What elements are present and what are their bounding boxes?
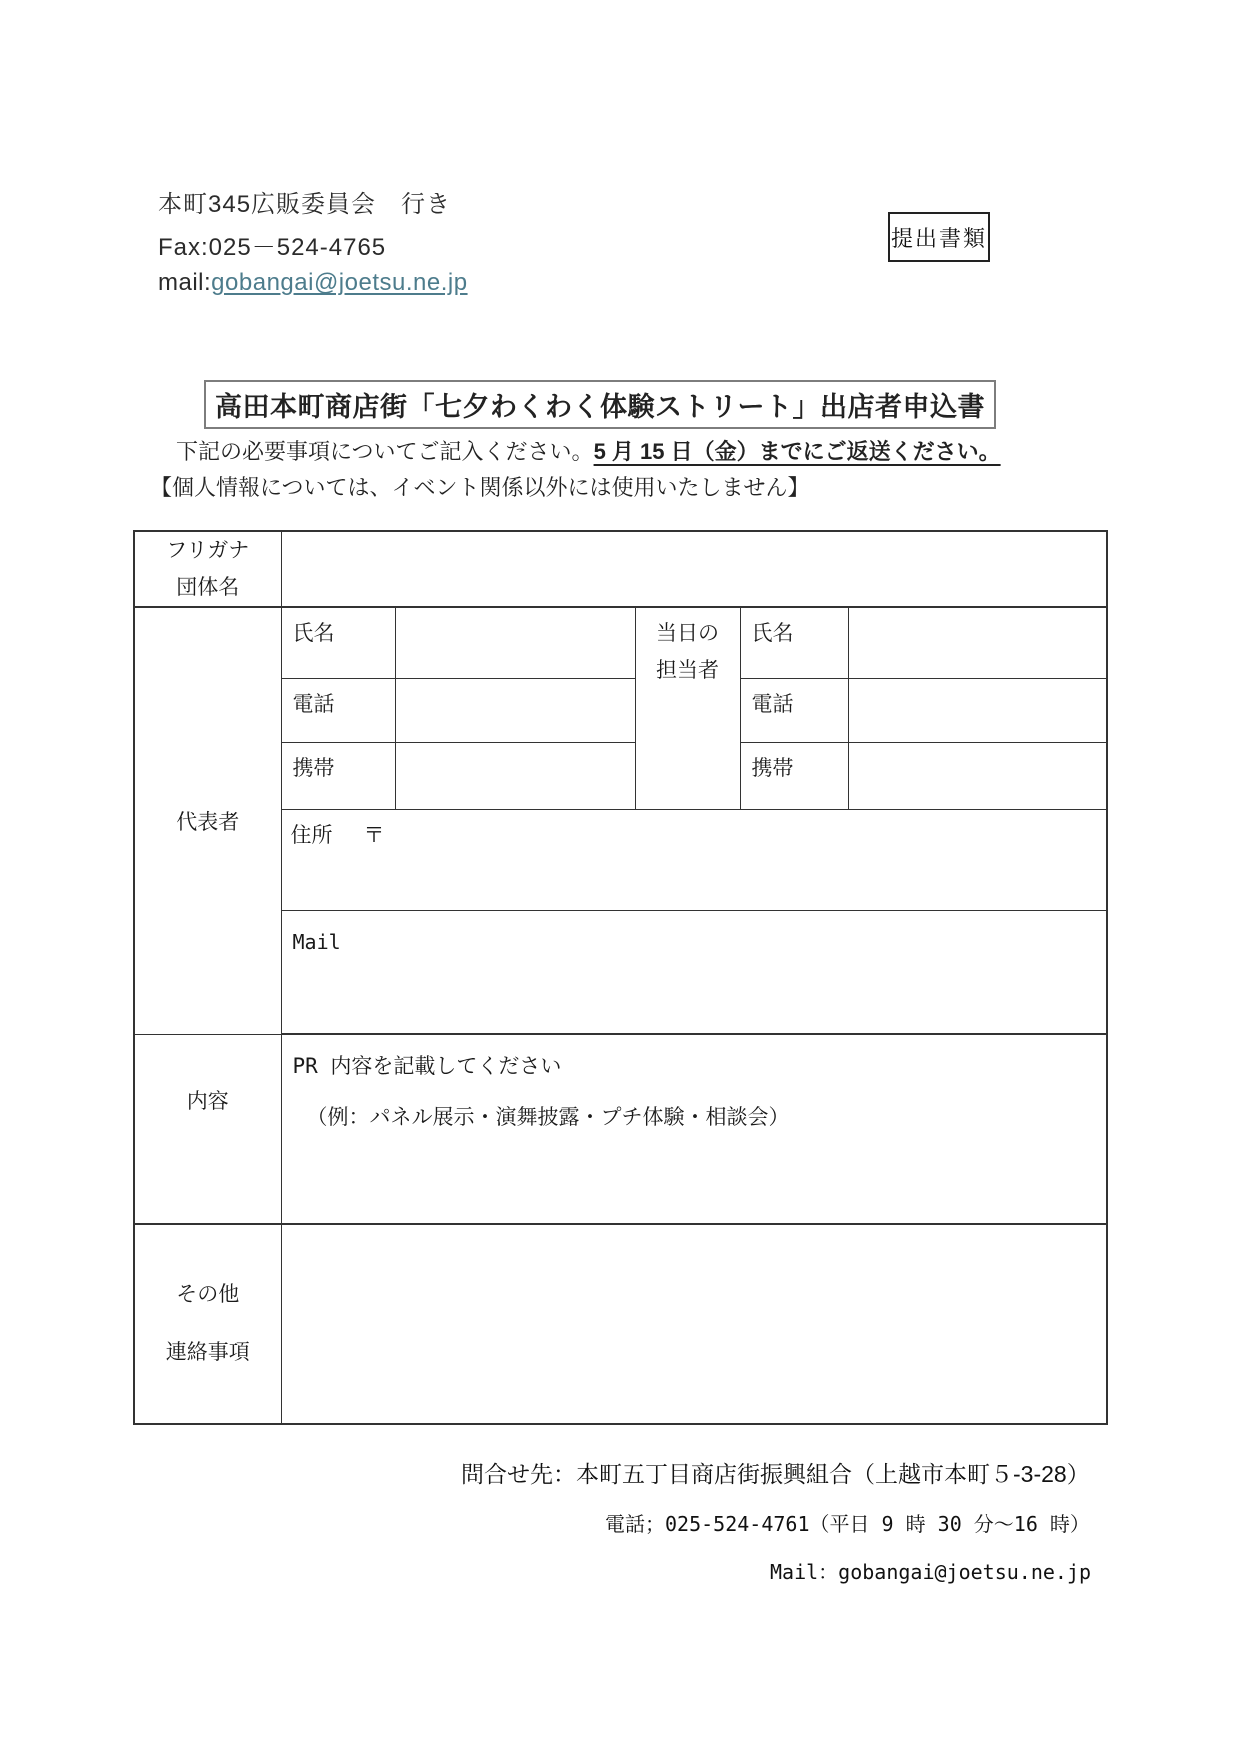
other-notes-label: [134, 1224, 281, 1424]
pr-instruction: PR 内容を記載してください: [292, 1054, 562, 1078]
fax-line: Fax:025－524-4765: [158, 234, 387, 261]
pr-example: （例：パネル展示・演舞披露・プチ体験・相談会）: [306, 1106, 790, 1129]
content-input-cell[interactable]: [281, 1034, 1107, 1224]
form-mail-label: Mail: [292, 929, 341, 954]
furigana-label: フリガナ: [166, 539, 250, 562]
content-label: 内容: [134, 1034, 281, 1224]
day-phone-input-cell[interactable]: [848, 678, 1107, 742]
footer-phone-line: 電話；025-524-4761（平日 9 時 30 分～16 時）: [605, 1512, 1090, 1536]
day-phone-label: 電話: [740, 678, 848, 742]
day-contact-label-line1: 当日の: [656, 622, 719, 645]
rep-mobile-input-cell[interactable]: [395, 742, 635, 809]
furigana-group-name-label: [134, 531, 281, 607]
day-contact-label-line2: 担当者: [656, 659, 719, 682]
rep-phone-input-cell[interactable]: [395, 678, 635, 742]
mail-input-cell[interactable]: [281, 910, 1107, 1034]
other-label-line2: 連絡事項: [165, 1341, 250, 1364]
privacy-note: 【個人情報については、イベント関係以外には使用いたしません】: [150, 475, 810, 500]
group-name-input-cell[interactable]: [281, 531, 1107, 607]
other-label-line1: その他: [176, 1283, 240, 1306]
instruction-line: [176, 435, 1001, 466]
day-name-label: 氏名: [740, 607, 848, 678]
mail-label: mail:: [158, 269, 212, 296]
deadline-text: 5 月 15 日（金）までにご返送ください。: [593, 439, 1001, 464]
day-mobile-label: 携帯: [740, 742, 848, 809]
footer-contact-line: 問合せ先：本町五丁目商店街振興組合（上越市本町５-3-28）: [461, 1461, 1090, 1487]
footer-mail-line: Mail：gobangai@joetsu.ne.jp: [770, 1560, 1092, 1584]
day-name-input-cell[interactable]: [848, 607, 1107, 678]
rep-name-label: 氏名: [281, 607, 395, 678]
address-input-cell[interactable]: [281, 809, 1107, 910]
application-form-table: [133, 530, 1108, 1425]
instruction-normal-text: 下記の必要事項についてご記入ください。: [176, 439, 594, 464]
group-name-label: 団体名: [176, 576, 240, 599]
postal-mark: 〒: [363, 823, 385, 847]
address-label: 住所: [290, 823, 333, 847]
submission-document-stamp: 提出書類: [888, 212, 990, 262]
representative-label: 代表者: [134, 607, 281, 1034]
day-mobile-input-cell[interactable]: [848, 742, 1107, 809]
other-notes-input-cell[interactable]: [281, 1224, 1107, 1424]
rep-mobile-label: 携帯: [281, 742, 395, 809]
day-contact-label: [635, 607, 740, 809]
rep-name-input-cell[interactable]: [395, 607, 635, 678]
mail-line: [158, 269, 468, 297]
rep-phone-label: 電話: [281, 678, 395, 742]
form-title: 高田本町商店街「七夕わくわく体験ストリート」出店者申込書: [204, 380, 996, 429]
addressee-line: 本町345広販委員会 行き: [158, 191, 452, 218]
mail-address-link[interactable]: gobangai@joetsu.ne.jp: [211, 269, 468, 296]
